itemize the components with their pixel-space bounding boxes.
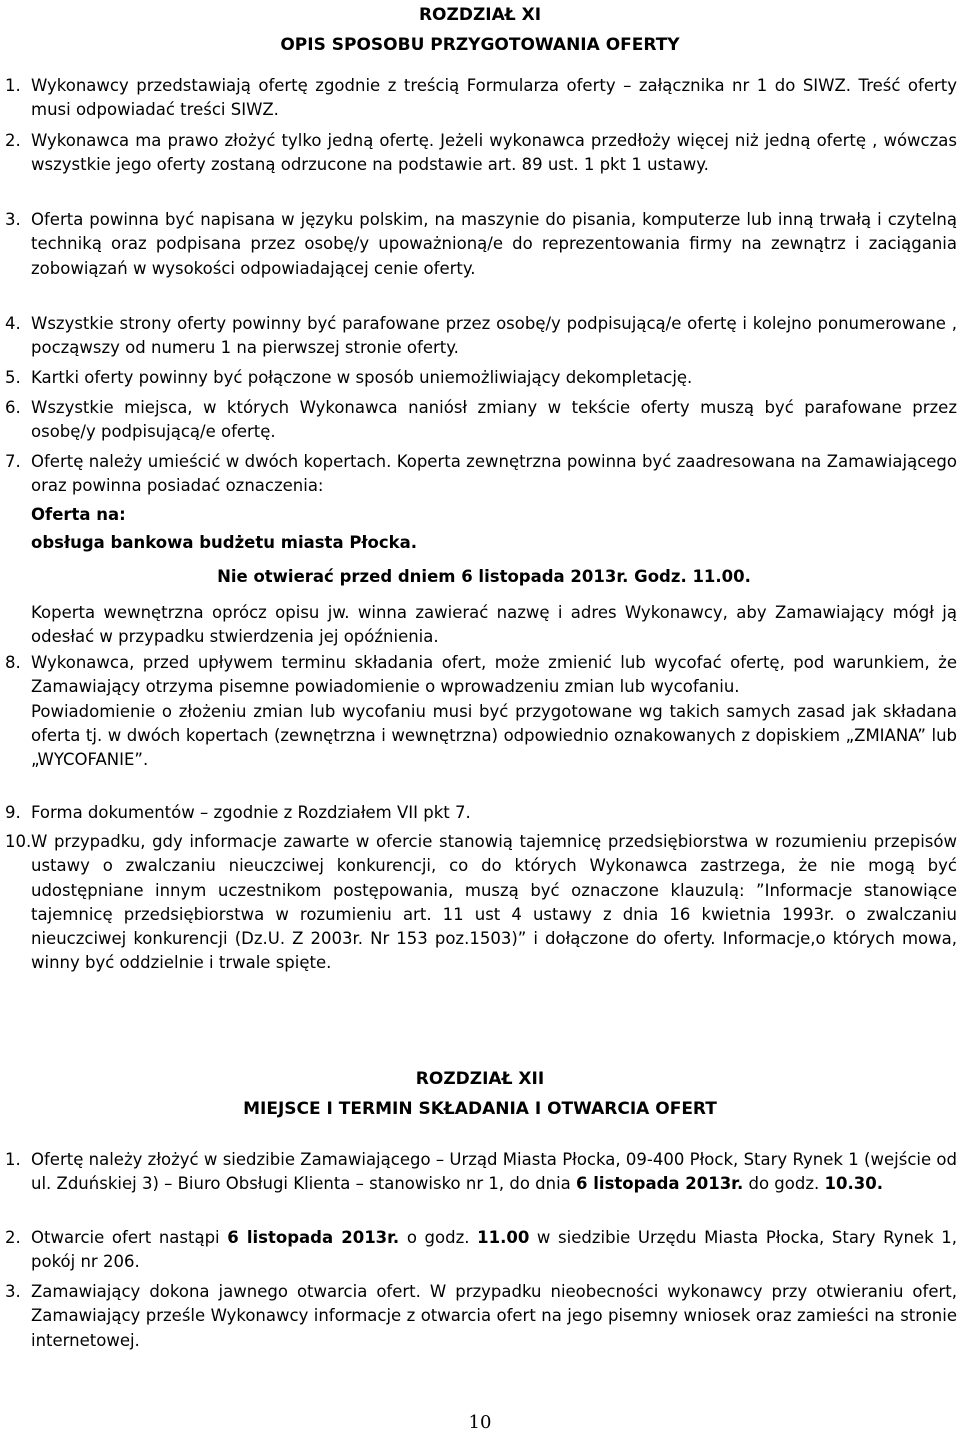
deadline-time: 10.30. xyxy=(824,1174,883,1194)
item-text: Ofertę należy złożyć w siedzibie Zamawiającego – Urząd Miasta Płocka, 09-400 Płock, Stary Rynek 1 (wejście od ul. Zduńskiej 3) – Biuro Obsługi Klienta – stanowisko nr 1, do dnia 6 listopada 2013r. do godz. 10.30. xyxy=(31,1150,957,1194)
chapter-12-subtitle: MIEJSCE I TERMIN SKŁADANIA I OTWARCIA OFERT xyxy=(243,1099,717,1119)
item-text: Wykonawcy przedstawiają ofertę zgodnie z treścią Formularza oferty – załącznika nr 1 do SIWZ. Treść oferty musi odpowiadać treści SIWZ. xyxy=(31,76,957,120)
envelope-offer-line: Oferta na: xyxy=(31,505,126,524)
ch11-item-3 xyxy=(5,208,957,281)
inner-envelope-note: Koperta wewnętrzna oprócz opisu jw. winna zawierać nazwę i adres Wykonawcy, aby Zamawiający mógł ją odesłać w przypadku stwierdzenia jej opóźnienia. xyxy=(31,602,957,647)
envelope-do-not-open-line: Nie otwierać przed dniem 6 listopada 2013r. Godz. 11.00. xyxy=(217,566,751,586)
item-number: 1. xyxy=(5,76,21,95)
page-number: 10 xyxy=(468,1412,492,1433)
opening-time: 11.00 xyxy=(477,1228,530,1247)
item-text: Wykonawca, przed upływem terminu składania ofert, może zmienić lub wycofać ofertę, pod warunkiem, że Zamawiający otrzyma pisemne powiadomienie o wprowadzeniu zmian lub wycofaniu. xyxy=(31,653,957,697)
ch11-item-7 xyxy=(5,450,957,499)
ch11-item-2 xyxy=(5,129,957,178)
ch12-item-1 xyxy=(5,1148,957,1197)
ch11-item-4 xyxy=(5,312,957,361)
item-number: 1. xyxy=(5,1150,21,1169)
item-number: 6. xyxy=(5,398,21,417)
item-number: 4. xyxy=(5,314,21,333)
opening-date: 6 listopada 2013r. xyxy=(227,1228,400,1247)
item-text: Zamawiający dokona jawnego otwarcia ofert. W przypadku nieobecności wykonawcy przy otwieraniu ofert, Zamawiający prześle Wykonawcy informacje z otwarcia ofert na jego pisemny wniosek oraz zamieści na stronie internetowej. xyxy=(31,1282,957,1350)
item-text: Forma dokumentów – zgodnie z Rozdziałem VII pkt 7. xyxy=(31,803,471,822)
item-number: 2. xyxy=(5,1228,21,1247)
item-number: 9. xyxy=(5,803,21,822)
ch11-item-5 xyxy=(5,366,957,390)
ch11-item-1 xyxy=(5,74,957,123)
ch11-item-9 xyxy=(5,801,957,825)
item-text: Wszystkie miejsca, w których Wykonawca naniósł zmiany w tekście oferty muszą być parafowane przez osobę/y podpisującą/e ofertę. xyxy=(31,398,957,442)
ch12-item-3 xyxy=(5,1280,957,1353)
ch11-item-6 xyxy=(5,396,957,445)
item-number: 2. xyxy=(5,131,21,150)
item-number: 8. xyxy=(5,653,21,672)
ch12-item-2 xyxy=(5,1226,957,1275)
envelope-subject-line: obsługa bankowa budżetu miasta Płocka. xyxy=(31,533,418,553)
item-text: Ofertę należy umieścić w dwóch kopertach. Koperta zewnętrzna powinna być zaadresowana na Zamawiającego oraz powinna posiadać oznaczenia: xyxy=(31,452,957,496)
item-text-continued: Powiadomienie o złożeniu zmian lub wycofaniu musi być przygotowane wg takich samych zasad jak składana oferta tj. w dwóch kopertach (zewnętrzna i wewnętrzna) odpowiednio oznakowanych z dopiskiem „ZMIANA” lub „WYCOFANIE”. xyxy=(31,701,957,770)
item-number: 10. xyxy=(5,832,32,851)
item-number: 5. xyxy=(5,368,21,387)
chapter-11-subtitle: OPIS SPOSOBU PRZYGOTOWANIA OFERTY xyxy=(280,35,680,55)
envelope-label-block xyxy=(31,503,957,649)
chapter-12-title: ROZDZIAŁ XII xyxy=(415,1069,545,1089)
chapter-11-title: ROZDZIAŁ XI xyxy=(418,5,542,25)
item-text: Kartki oferty powinny być połączone w sposób uniemożliwiający dekompletację. xyxy=(31,368,693,387)
item-text: Oferta powinna być napisana w języku polskim, na maszynie do pisania, komputerze lub inną trwałą i czytelną techniką oraz podpisana przez osobę/y upoważnioną/e do reprezentowania firmy na zewnątrz i zaciągania zobowiązań w wysokości odpowiadającej cenie oferty. xyxy=(31,210,957,278)
item-number: 7. xyxy=(5,452,21,471)
item-text: Wszystkie strony oferty powinny być parafowane przez osobę/y podpisującą/e ofertę i kolejno ponumerowane , począwszy od numeru 1 na pierwszej stronie oferty. xyxy=(31,314,957,358)
item-text: Otwarcie ofert nastąpi 6 listopada 2013r. o godz. 11.00 w siedzibie Urzędu Miasta Płocka, Stary Rynek 1, pokój nr 206. xyxy=(31,1228,957,1272)
ch11-item-8 xyxy=(5,651,957,772)
item-number: 3. xyxy=(5,210,21,229)
chapter-12-heading xyxy=(0,1064,960,1124)
item-number: 3. xyxy=(5,1282,21,1301)
ch11-item-10 xyxy=(5,830,957,976)
item-text: W przypadku, gdy informacje zawarte w ofercie stanowią tajemnicę przedsiębiorstwa w rozumieniu przepisów ustawy o zwalczaniu nieuczciwej konkurencji, co do których Wykonawca zastrzega, że nie mogą być udostępniane innym uczestnikom postępowania, muszą być oznaczone klauzulą: ”Informacje stanowiące tajemnicę przedsiębiorstwa w rozumieniu art. 11 ust 4 ustawy z dnia 16 kwietnia 1993r. o zwalczaniu nieuczciwej konkurencji (Dz.U. Z 2003r. Nr 153 poz.1503)” i dołączone do oferty. Informacje,o których mowa, winny być oddzielnie i trwale spięte. xyxy=(31,832,957,973)
item-text: Wykonawca ma prawo złożyć tylko jedną ofertę. Jeżeli wykonawca przedłoży więcej niż jedną ofertę , wówczas wszystkie jego oferty zostaną odrzucone na podstawie art. 89 ust. 1 pkt 1 ustawy. xyxy=(31,131,957,175)
chapter-11-heading xyxy=(0,0,960,60)
deadline-date: 6 listopada 2013r. xyxy=(576,1174,744,1194)
